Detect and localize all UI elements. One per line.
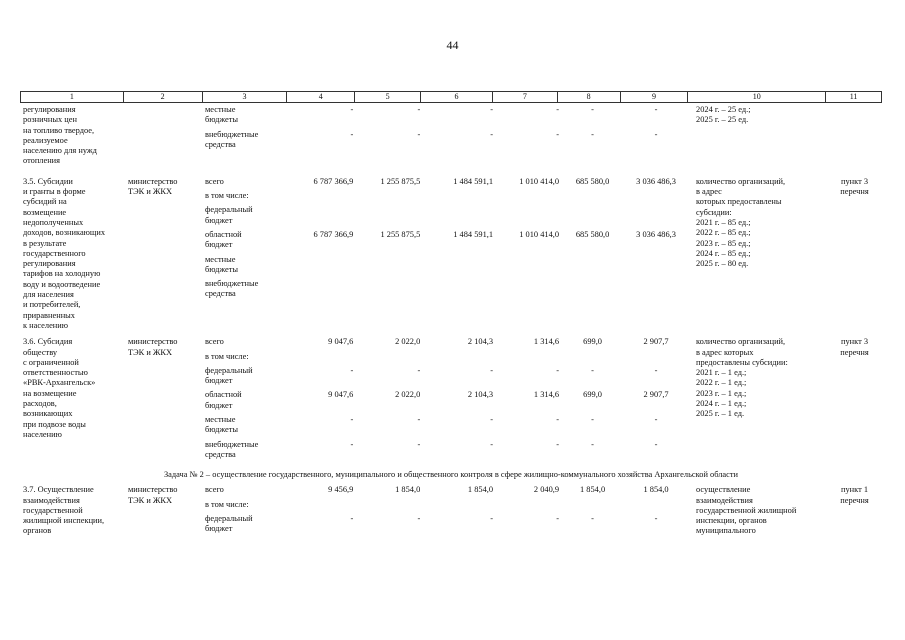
- value-cell: [623, 352, 689, 362]
- header-col-8: 8: [558, 92, 621, 102]
- block-3-5-executor: [123, 177, 202, 331]
- indicator-line: в адрес которых: [696, 347, 754, 357]
- value-cell: 685 580,0: [575, 176, 610, 186]
- value-cell: [287, 191, 356, 201]
- point-line: перечня: [840, 495, 869, 505]
- executor-line: министерство: [128, 337, 178, 347]
- budget-subrow: [202, 440, 689, 461]
- source-label: [202, 205, 287, 226]
- source-label: [202, 366, 287, 387]
- value-cell: [423, 352, 496, 362]
- block-3-6-subrows: [202, 337, 689, 464]
- value-cell: -: [556, 105, 560, 114]
- value-cell: 1 010 414,0: [519, 229, 560, 239]
- value-cell: -: [591, 365, 594, 375]
- indicator-line: 2022 г. – 1 ед.;: [696, 378, 747, 388]
- name-line: тарифов на холодную: [23, 269, 101, 279]
- value-cell: [423, 191, 496, 201]
- value-cell: [356, 500, 423, 510]
- source-label: [202, 415, 287, 436]
- value-cell: 2 022,0: [395, 337, 421, 347]
- header-col-4: 4: [287, 92, 355, 102]
- block-3-5-subrows: [202, 177, 689, 331]
- name-line: недополученных: [23, 217, 84, 227]
- name-line: «РВК-Архангельск»: [23, 378, 96, 388]
- value-cell: 1 484 591,1: [453, 176, 494, 186]
- value-cell: [496, 205, 562, 226]
- value-cell: -: [490, 439, 494, 449]
- source-label: [202, 279, 287, 300]
- value-cell: [287, 500, 356, 510]
- value-cell: -: [417, 365, 421, 375]
- block-3-5-name: [20, 177, 123, 331]
- name-line: населению для нужд: [23, 146, 97, 156]
- name-line: к населению: [23, 320, 69, 330]
- budget-subrow: [202, 255, 689, 276]
- indicator-line: осуществление: [696, 485, 751, 495]
- value-cell: 1 314,6: [533, 390, 560, 400]
- budget-subrow: [202, 337, 689, 347]
- indicator-line: 2023 г. – 85 ед.;: [696, 238, 751, 248]
- indicator-line: государственной жилищной: [696, 505, 797, 515]
- source-line: бюджеты: [205, 264, 239, 274]
- value-cell: [356, 191, 423, 201]
- value-cell: [623, 191, 689, 201]
- source-label: [202, 337, 287, 347]
- header-col-6: 6: [421, 92, 493, 102]
- name-line: органов: [23, 526, 52, 536]
- value-cell: [423, 500, 496, 510]
- name-line: и гранты в форме: [23, 187, 86, 197]
- value-cell: -: [490, 365, 494, 375]
- value-cell: -: [417, 439, 421, 449]
- block-3-6-executor: [123, 337, 202, 464]
- block-3-5-indicator: [689, 177, 827, 331]
- name-line: регулирования: [23, 105, 76, 114]
- value-cell: -: [417, 129, 421, 139]
- value-cell: [562, 205, 623, 226]
- value-cell: -: [350, 365, 354, 375]
- value-cell: [423, 255, 496, 276]
- name-line: и потребителей,: [23, 300, 81, 310]
- source-line: средства: [205, 289, 236, 299]
- indicator-line: 2023 г. – 1 ед.;: [696, 388, 747, 398]
- name-line: 3.5. Субсидии: [23, 176, 73, 186]
- source-line: средства: [205, 449, 236, 459]
- name-line: розничных цен: [23, 115, 77, 125]
- value-cell: 1 010 414,0: [519, 176, 560, 186]
- value-cell: 1 854,0: [467, 485, 494, 495]
- name-line: в результате: [23, 238, 67, 248]
- value-cell: [496, 500, 562, 510]
- value-cell: -: [556, 415, 560, 425]
- value-cell: -: [591, 105, 594, 114]
- value-cell: -: [350, 513, 354, 523]
- source-line: внебюджетные: [205, 129, 259, 139]
- name-line: субсидий на: [23, 197, 67, 207]
- indicator-line: 2025 г. – 80 ед.: [696, 259, 749, 269]
- value-cell: 1 314,6: [533, 337, 560, 347]
- indicator-line: которых предоставлены: [696, 197, 782, 207]
- value-cell: [623, 500, 689, 510]
- name-line: жилищной инспекции,: [23, 516, 105, 526]
- value-cell: [356, 205, 423, 226]
- value-cell: [623, 279, 689, 300]
- source-line: федеральный: [205, 365, 253, 375]
- value-cell: 699,0: [583, 390, 602, 400]
- header-col-9: 9: [621, 92, 689, 102]
- budget-subrow: [202, 191, 689, 201]
- value-cell: [287, 279, 356, 300]
- name-line: 3.7. Осуществление: [23, 485, 94, 495]
- indicator-line: взаимодействия: [696, 495, 753, 505]
- indicator-line: количество организаций,: [696, 337, 786, 347]
- source-line: местные: [205, 415, 236, 425]
- name-line: государственного: [23, 248, 86, 258]
- value-cell: -: [350, 415, 354, 425]
- name-line: регулирования: [23, 259, 76, 269]
- source-line: бюджет: [205, 240, 233, 250]
- block-3-7-indicator: [689, 485, 827, 538]
- task-2-heading: Задача № 2 – осуществление государственного, муниципального и общественного контроля в сфере жилищно-коммунального хозяйства Архангельской области: [163, 470, 739, 480]
- source-label: [202, 352, 287, 362]
- budget-subrow: [202, 205, 689, 226]
- header-col-7: 7: [493, 92, 558, 102]
- value-cell: 1 484 591,1: [453, 229, 494, 239]
- value-cell: [496, 255, 562, 276]
- budget-subrow: [202, 230, 689, 251]
- budget-subrow: [202, 415, 689, 436]
- executor-line: министерство: [128, 485, 178, 495]
- value-cell: 6 787 366,9: [313, 176, 354, 186]
- budget-subrow: [202, 390, 689, 411]
- source-line: федеральный: [205, 205, 253, 215]
- indicator-line: 2021 г. – 1 ед.;: [696, 368, 747, 378]
- value-cell: -: [654, 513, 658, 523]
- source-line: в том числе:: [205, 351, 249, 361]
- value-cell: -: [654, 105, 658, 114]
- value-cell: [496, 191, 562, 201]
- name-line: отопления: [23, 156, 61, 166]
- name-line: взаимодействия: [23, 495, 80, 505]
- value-cell: [423, 279, 496, 300]
- budget-subrow: [202, 485, 689, 495]
- value-cell: -: [556, 513, 560, 523]
- header-col-11: 11: [849, 92, 858, 101]
- source-line: внебюджетные: [205, 279, 259, 289]
- source-line: бюджет: [205, 215, 233, 225]
- name-line: воду и водоотведение: [23, 279, 101, 289]
- block-3-6-name: [20, 337, 123, 464]
- indicator-line: предоставлены субсидии:: [696, 357, 788, 367]
- indicator-line: муниципального: [696, 526, 756, 536]
- value-cell: -: [591, 513, 594, 523]
- header-col-1: 1: [21, 92, 124, 102]
- block-3-7-executor: [123, 485, 202, 538]
- header-col-5: 5: [355, 92, 421, 102]
- value-cell: 9 047,6: [328, 337, 354, 347]
- value-cell: [562, 279, 623, 300]
- block-3-7-point: [827, 485, 882, 538]
- block-3-6-indicator: [689, 337, 827, 464]
- source-line: всего: [205, 485, 224, 495]
- point-line: перечня: [840, 187, 869, 197]
- block-continuation-indicator: [689, 105, 827, 167]
- block-3-5: [20, 177, 882, 331]
- point-line: пункт 3: [840, 337, 869, 347]
- value-cell: 2 040,9: [533, 485, 560, 495]
- budget-subrow: [202, 514, 689, 535]
- block-3-7-subrows: [202, 485, 689, 538]
- source-label: [202, 105, 287, 126]
- source-line: бюджет: [205, 524, 233, 534]
- value-cell: -: [556, 439, 560, 449]
- indicator-line: 2025 г. – 25 ед.: [696, 115, 749, 125]
- value-cell: [356, 255, 423, 276]
- value-cell: [496, 352, 562, 362]
- value-cell: [562, 191, 623, 201]
- block-3-6-point: [827, 337, 882, 464]
- executor-line: министерство: [128, 176, 178, 186]
- source-label: [202, 390, 287, 411]
- point-line: пункт 3: [840, 176, 869, 186]
- value-cell: -: [417, 513, 421, 523]
- point-line: перечня: [840, 347, 869, 357]
- value-cell: -: [591, 129, 594, 139]
- value-cell: 1 854,0: [643, 485, 669, 495]
- source-line: всего: [205, 176, 224, 186]
- value-cell: -: [490, 415, 494, 425]
- indicator-line: 2024 г. – 25 ед.;: [696, 105, 751, 114]
- value-cell: 9 456,9: [328, 485, 354, 495]
- value-cell: 1 255 875,5: [380, 176, 421, 186]
- budget-subrow: [202, 279, 689, 300]
- block-continuation-point: [827, 105, 882, 167]
- header-col-10: 10: [688, 92, 826, 102]
- value-cell: -: [417, 415, 421, 425]
- source-line: бюджеты: [205, 425, 239, 435]
- budget-subrow: [202, 105, 689, 126]
- table-header-row: [20, 91, 882, 103]
- name-line: ответственностью: [23, 368, 88, 378]
- budget-subrow: [202, 352, 689, 362]
- page-number: 44: [446, 38, 459, 52]
- source-line: местные: [205, 105, 236, 114]
- value-cell: [562, 255, 623, 276]
- value-cell: -: [654, 129, 658, 139]
- header-col-2: 2: [124, 92, 203, 102]
- indicator-line: 2021 г. – 85 ед.;: [696, 217, 751, 227]
- value-cell: -: [417, 105, 421, 114]
- value-cell: -: [591, 415, 594, 425]
- name-line: реализуемое: [23, 135, 68, 145]
- source-line: бюджет: [205, 400, 233, 410]
- source-line: внебюджетные: [205, 439, 259, 449]
- source-label: [202, 500, 287, 510]
- source-line: средства: [205, 139, 236, 149]
- block-3-7: [20, 485, 882, 538]
- value-cell: 1 854,0: [395, 485, 421, 495]
- value-cell: 1 854,0: [580, 485, 606, 495]
- budget-subrow: [202, 366, 689, 387]
- value-cell: 2 104,3: [467, 337, 494, 347]
- block-3-6: [20, 337, 882, 464]
- value-cell: 2 907,7: [643, 337, 669, 347]
- value-cell: [623, 205, 689, 226]
- value-cell: 3 036 486,3: [636, 176, 676, 186]
- value-cell: -: [490, 105, 494, 114]
- value-cell: 2 104,3: [467, 390, 494, 400]
- value-cell: 9 047,6: [328, 390, 354, 400]
- source-label: [202, 191, 287, 201]
- name-line: обществу: [23, 347, 58, 357]
- value-cell: [496, 279, 562, 300]
- block-3-7-name: [20, 485, 123, 538]
- indicator-line: 2022 г. – 85 ед.;: [696, 228, 751, 238]
- name-line: государственной: [23, 505, 83, 515]
- value-cell: [623, 255, 689, 276]
- name-line: на топливо твердое,: [23, 125, 95, 135]
- value-cell: 3 036 486,3: [636, 229, 676, 239]
- source-label: [202, 485, 287, 495]
- name-line: на возмещение: [23, 388, 77, 398]
- value-cell: 6 787 366,9: [313, 229, 354, 239]
- value-cell: 1 255 875,5: [380, 229, 421, 239]
- source-label: [202, 177, 287, 187]
- block-continuation-subrows: [202, 105, 689, 167]
- value-cell: -: [654, 415, 658, 425]
- executor-line: ТЭК и ЖКХ: [128, 347, 173, 357]
- source-label: [202, 130, 287, 151]
- value-cell: 685 580,0: [575, 229, 610, 239]
- indicator-line: инспекции, органов: [696, 516, 767, 526]
- value-cell: 2 907,7: [643, 390, 669, 400]
- source-line: областной: [205, 390, 242, 400]
- value-cell: 699,0: [583, 337, 602, 347]
- value-cell: -: [654, 365, 658, 375]
- source-line: бюджет: [205, 376, 233, 386]
- source-label: [202, 440, 287, 461]
- source-line: бюджеты: [205, 115, 239, 125]
- name-line: для населения: [23, 290, 74, 300]
- block-3-5-point: [827, 177, 882, 331]
- source-line: всего: [205, 337, 224, 347]
- name-line: расходов,: [23, 399, 57, 409]
- budget-subrow: [202, 130, 689, 151]
- point-line: пункт 1: [840, 485, 869, 495]
- value-cell: 2 022,0: [395, 390, 421, 400]
- source-label: [202, 255, 287, 276]
- indicator-line: 2024 г. – 1 ед.;: [696, 399, 747, 409]
- value-cell: -: [490, 129, 494, 139]
- name-line: возникающих: [23, 409, 73, 419]
- budget-subrow: [202, 177, 689, 187]
- budget-subrow: [202, 500, 689, 510]
- block-continuation-name: [20, 105, 123, 167]
- executor-line: ТЭК и ЖКХ: [128, 495, 173, 505]
- indicator-line: в адрес: [696, 187, 722, 197]
- value-cell: -: [654, 439, 658, 449]
- value-cell: [356, 352, 423, 362]
- source-line: областной: [205, 229, 242, 239]
- value-cell: [287, 255, 356, 276]
- name-line: доходов, возникающих: [23, 228, 106, 238]
- header-col-3: 3: [203, 92, 288, 102]
- value-cell: -: [556, 129, 560, 139]
- source-label: [202, 514, 287, 535]
- indicator-line: 2025 г. – 1 ед.: [696, 409, 745, 419]
- name-line: приравненных: [23, 310, 75, 320]
- value-cell: -: [556, 365, 560, 375]
- name-line: при подвозе воды: [23, 419, 86, 429]
- source-line: местные: [205, 254, 236, 264]
- indicator-line: количество организаций,: [696, 176, 786, 186]
- source-line: в том числе:: [205, 499, 249, 509]
- block-continuation: [20, 105, 882, 167]
- value-cell: [423, 205, 496, 226]
- source-label: [202, 230, 287, 251]
- name-line: 3.6. Субсидия: [23, 337, 73, 347]
- indicator-line: субсидии:: [696, 207, 732, 217]
- value-cell: [287, 352, 356, 362]
- value-cell: -: [350, 439, 354, 449]
- value-cell: -: [591, 439, 594, 449]
- name-line: населению: [23, 429, 62, 439]
- indicator-line: 2024 г. – 85 ед.;: [696, 248, 751, 258]
- value-cell: [356, 279, 423, 300]
- value-cell: [287, 205, 356, 226]
- value-cell: -: [350, 129, 354, 139]
- value-cell: [562, 352, 623, 362]
- name-line: возмещение: [23, 207, 67, 217]
- budget-table: [20, 91, 882, 538]
- executor-line: ТЭК и ЖКХ: [128, 187, 173, 197]
- source-line: в том числе:: [205, 191, 249, 201]
- value-cell: [562, 500, 623, 510]
- name-line: с ограниченной: [23, 357, 79, 367]
- source-line: федеральный: [205, 513, 253, 523]
- value-cell: -: [490, 513, 494, 523]
- block-continuation-executor: [123, 105, 202, 167]
- value-cell: -: [350, 105, 354, 114]
